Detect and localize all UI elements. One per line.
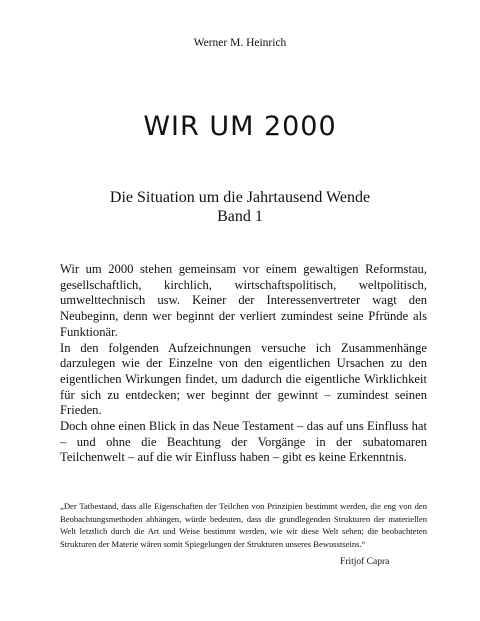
paragraph: Wir um 2000 stehen gemeinsam vor einem gewaltigen Reformstau, gesellschaftlich, kirchlich, wirtschaftspolitisch, weltpolitisch, umwelttechnisch usw. Keiner der Interessenvertreter wagt den Neubeginn, denn wer beginnt der verliert zumindest seine Pfründe als Funktionär. bbox=[60, 262, 427, 339]
book-title: WIR UM 2000 bbox=[143, 111, 337, 142]
subtitle-line: Die Situation um die Jahrtausend Wende bbox=[109, 189, 371, 206]
paragraph: Doch ohne einen Blick in das Neue Testament – das auf uns Einfluss hat – und ohne die Beachtung der Vorgänge in der subatomaren Teilchenwelt – auf die wir Einfluss haben – gibt es keine Erkenntnis. bbox=[60, 419, 427, 465]
paragraph: In den folgenden Aufzeichnungen versuche ich Zusammenhänge darzulegen wie der Einzelne von den eigentlichen Ursachen zu den eigentlichen Wirkungen findet, um dadurch die eigentliche Wirklichkeit für sich zu entdecken; wer beginnt der gewinnt – zumindest seinen Frieden. bbox=[60, 340, 427, 418]
volume-label: Band 1 bbox=[217, 208, 263, 225]
epigraph-quote: „Der Tatbestand, dass alle Eigenschaften der Teilchen von Prinzipien bestimmt werden, die eng von den Beobachtungsmethoden abhängen, würde bedeuten, dass die grundlegenden Strukturen der materiellen Welt letztlich durch die Art und Weise bestimmt werden, wie wir diese Welt sehen; die beobachteten Strukturen der Materie wären somit Spiegelungen der Strukturen unseres Bewusstseins.“ bbox=[60, 501, 427, 549]
intro-text bbox=[60, 262, 427, 466]
book-subtitle bbox=[0, 188, 480, 226]
author-name: Werner M. Heinrich bbox=[193, 37, 287, 49]
quote-attribution: Fritjof Capra bbox=[340, 557, 390, 567]
